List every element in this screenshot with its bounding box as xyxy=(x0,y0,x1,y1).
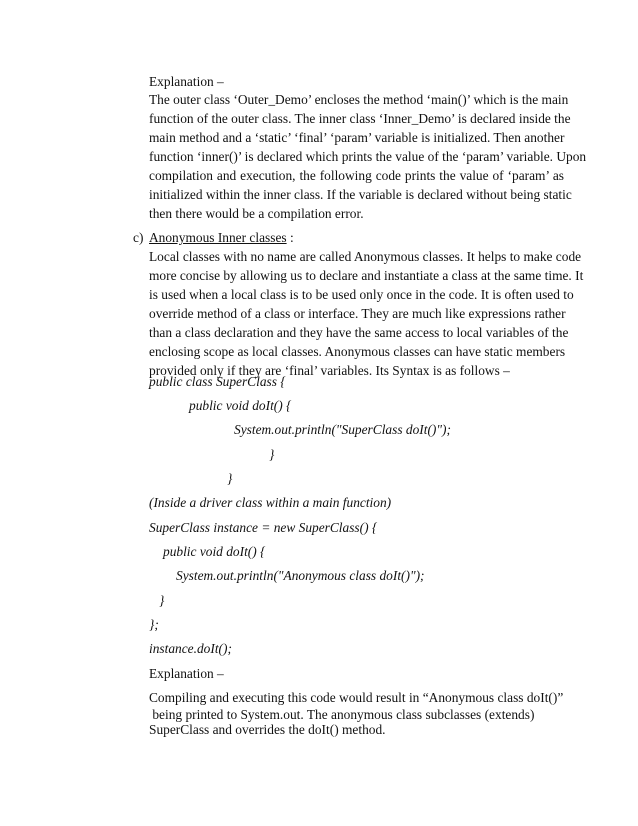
explanation-line: Compiling and executing this code would result in “Anonymous class doIt()” xyxy=(149,690,564,705)
explanation-line: main method and a ‘static’ ‘final’ ‘param’ variable is initialized. Then another xyxy=(149,130,565,145)
explanation-line: SuperClass and overrides the doIt() method. xyxy=(149,722,386,737)
code-line: System.out.println("SuperClass doIt()"); xyxy=(234,422,451,437)
section-line: Local classes with no name are called Anonymous classes. It helps to make code xyxy=(149,249,582,264)
explanation-heading: Explanation – xyxy=(149,666,224,681)
code-line: } xyxy=(269,447,275,462)
code-line: public class SuperClass { xyxy=(149,374,286,389)
section-title-colon: : xyxy=(289,230,294,245)
code-line: System.out.println("Anonymous class doIt()"); xyxy=(176,568,425,583)
explanation-line: function of the outer class. The inner class ‘Inner_Demo’ is declared inside the xyxy=(149,111,571,126)
code-line: instance.doIt(); xyxy=(149,641,232,656)
code-line: } xyxy=(227,471,233,486)
explanation-line: then there would be a compilation error. xyxy=(149,206,364,221)
code-line: public void doIt() { xyxy=(189,398,292,413)
code-line: public void doIt() { xyxy=(163,544,266,559)
explanation-line: being printed to System.out. The anonymous class subclasses (extends) xyxy=(149,707,535,722)
code-line: }; xyxy=(149,617,159,632)
section-line: than a class declaration and they have the same access to local variables of the xyxy=(149,325,569,340)
explanation-line: function ‘inner()’ is declared which prints the value of the ‘param’ variable. Upon xyxy=(149,149,587,164)
section-line: provided only if they are ‘final’ variables. Its Syntax is as follows – xyxy=(149,363,510,378)
code-line: } xyxy=(159,593,165,608)
section-title: Anonymous Inner classes xyxy=(149,230,287,245)
section-line: enclosing scope as local classes. Anonymous classes can have static members xyxy=(149,344,566,359)
section-line: more concise by allowing us to declare and instantiate a class at the same time. It xyxy=(149,268,584,283)
section-line: override method of a class or interface. They are much like expressions rather xyxy=(149,306,566,321)
section-line: is used when a local class is to be used only once in the code. It is often used to xyxy=(149,287,574,302)
explanation-line: The outer class ‘Outer_Demo’ encloses the method ‘main()’ which is the main xyxy=(149,92,569,107)
explanation-line: initialized within the inner class. If the variable is declared without being static xyxy=(149,187,572,202)
section-title-row xyxy=(149,230,294,246)
explanation-line: compilation and execution, the following code prints the value of ‘param’ as xyxy=(149,168,564,183)
code-comment: (Inside a driver class within a main function) xyxy=(149,495,392,510)
code-line: SuperClass instance = new SuperClass() { xyxy=(149,520,378,535)
section-marker: c) xyxy=(133,230,144,245)
explanation-heading: Explanation – xyxy=(149,74,224,89)
